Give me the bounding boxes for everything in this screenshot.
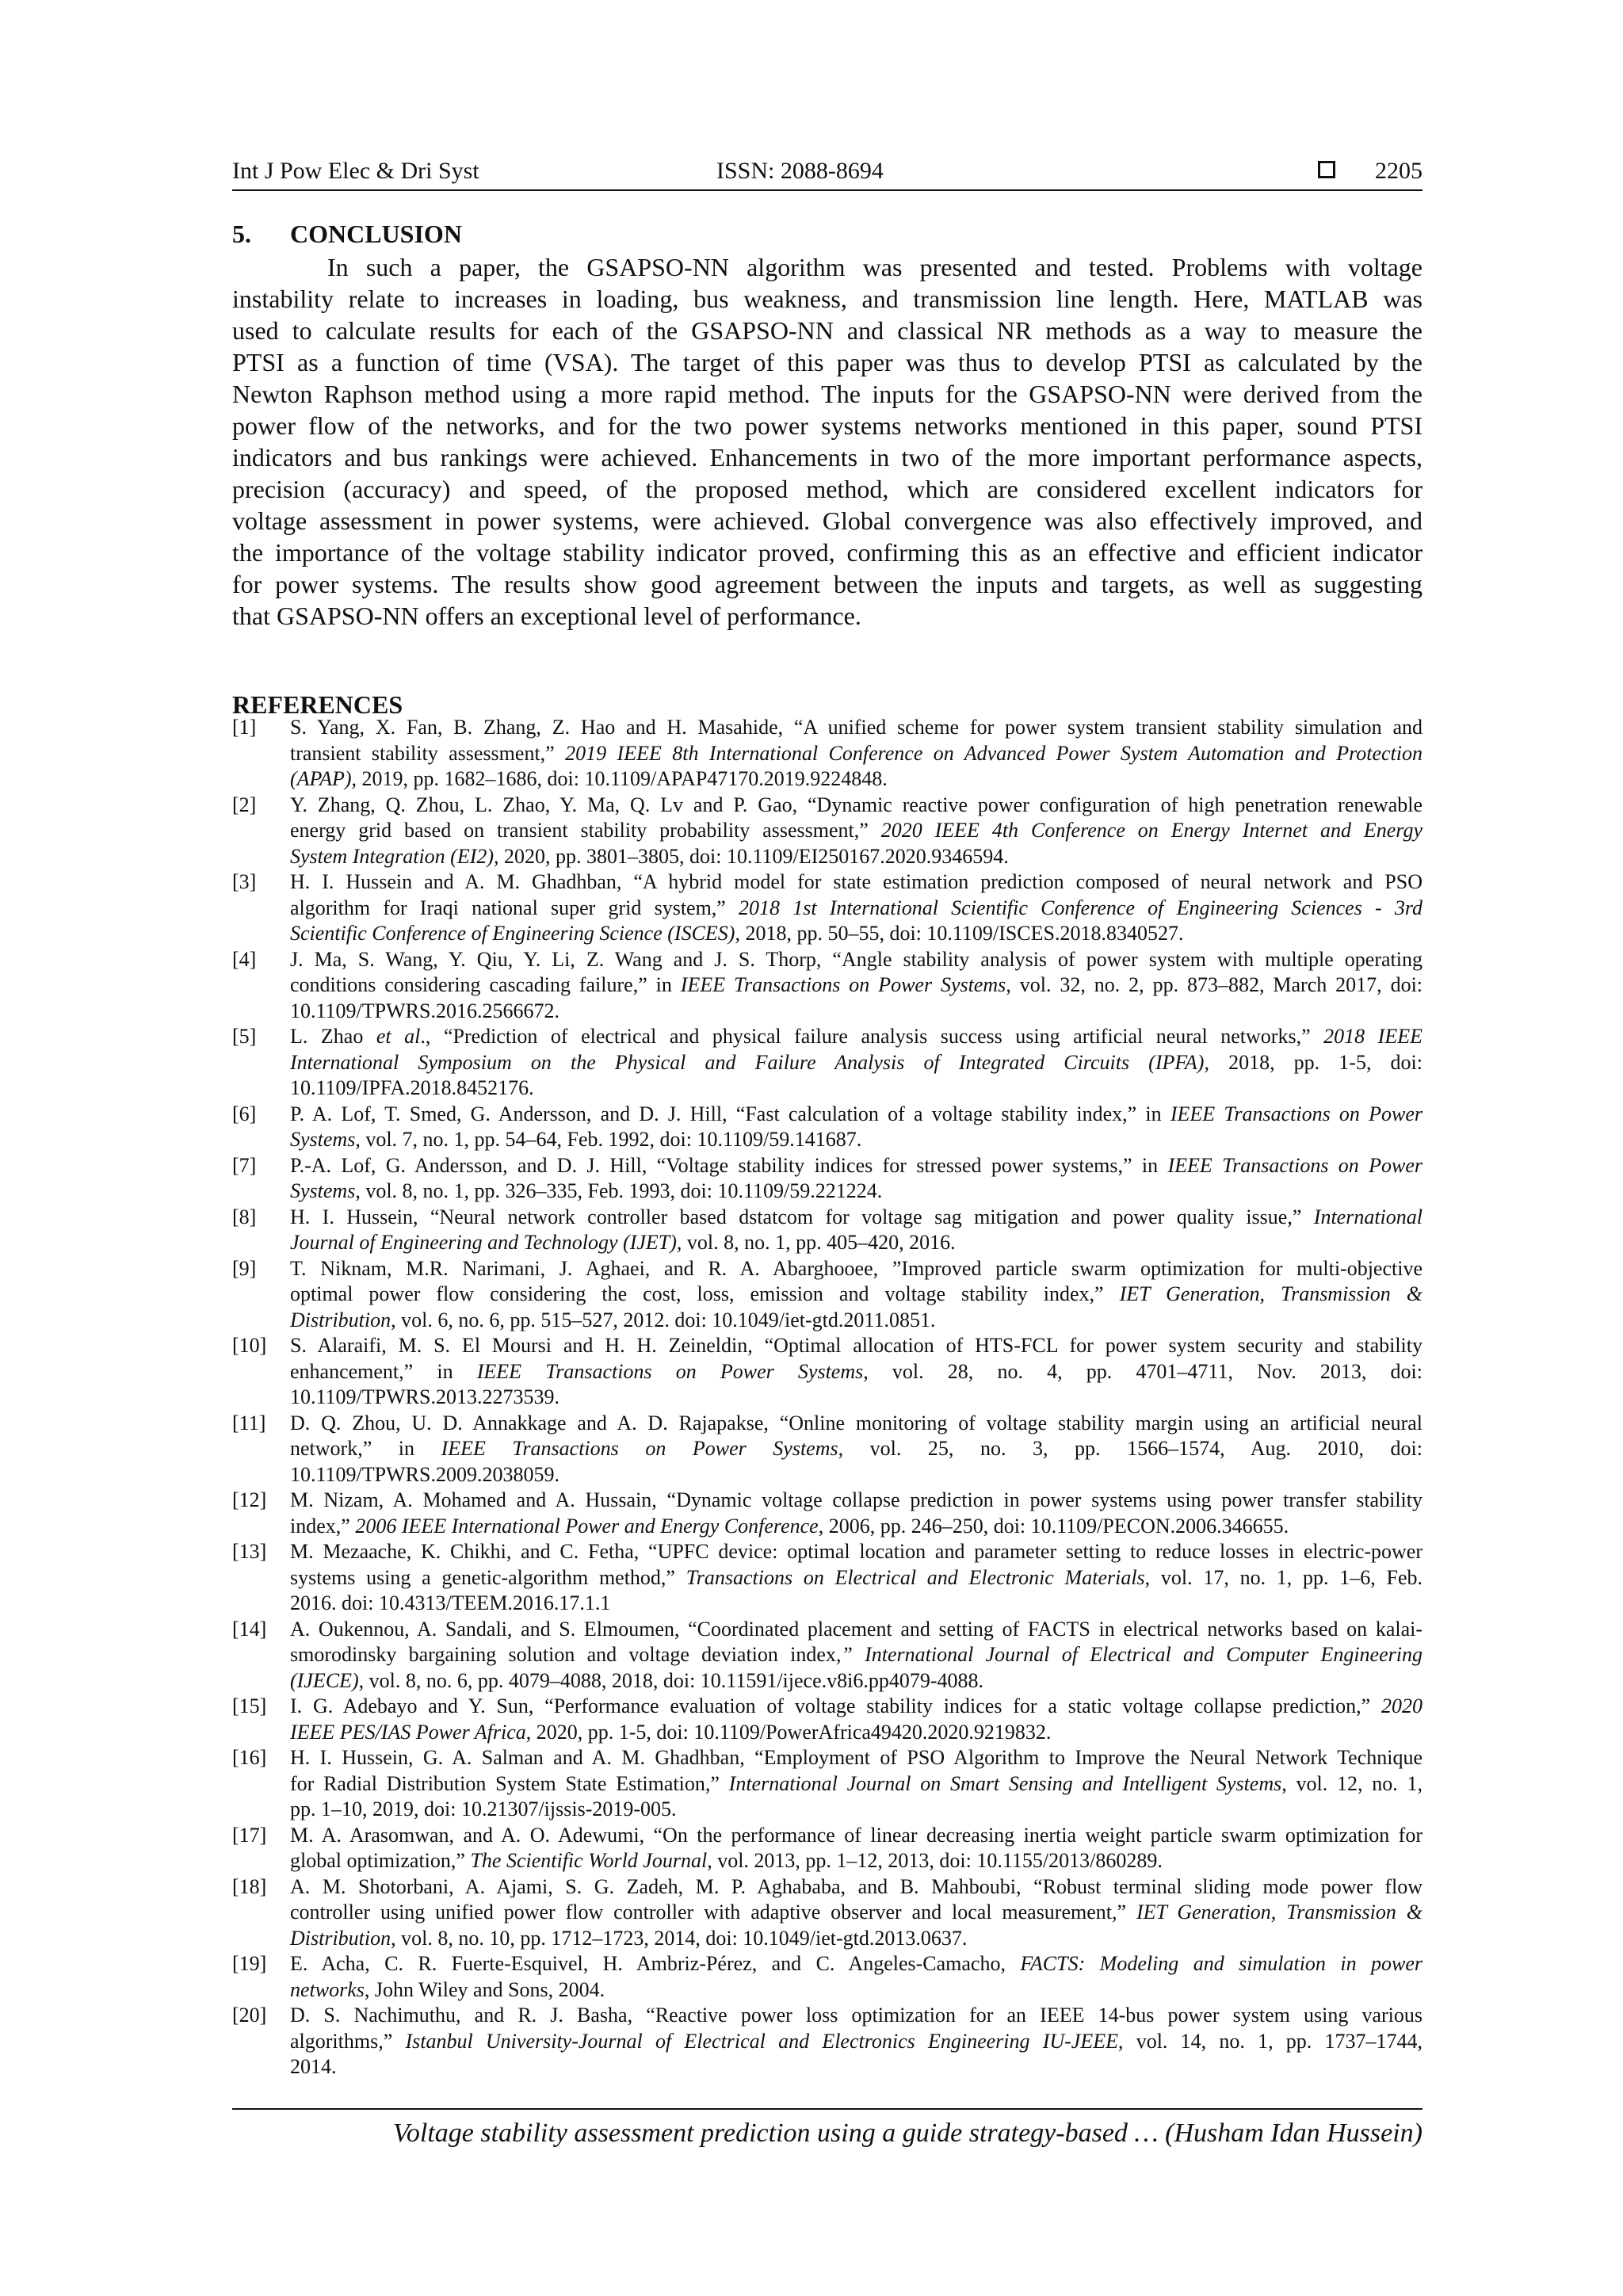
reference-line: 10.1109/IPFA.2018.8452176. [290,1076,534,1099]
conclusion-line: voltage assessment in power systems, were achieved. Global convergence was also effectively improved, and [232,506,1423,535]
section-heading [232,218,462,250]
reference-number: [1] [232,716,257,739]
reference-line: pp. 1–10, 2019, doi: 10.21307/ijssis-2019-005. [290,1797,677,1820]
reference-item [232,1694,1423,1745]
reference-line: M. Nizam, A. Mohamed and A. Hussain, “Dynamic voltage collapse prediction in power systems using power transfer stability [290,1488,1423,1511]
reference-line: S. Alaraifi, M. S. El Moursi and H. H. Zeineldin, “Optimal allocation of HTS-FCL for power system security and stability [290,1334,1423,1357]
reference-line: smorodinsky bargaining solution and voltage deviation index,” International Journal of Electrical and Computer Engineering [290,1643,1423,1666]
page-header [232,155,1423,190]
reference-item [232,869,1423,947]
reference-item [232,1256,1423,1334]
reference-line: System Integration (EI2), 2020, pp. 3801–3805, doi: 10.1109/EI250167.2020.9346594. [290,844,1009,868]
reference-line: J. Ma, S. Wang, Y. Qiu, Y. Li, Z. Wang and J. S. Thorp, “Angle stability analysis of power system with multiple operating [290,947,1423,971]
reference-line: Y. Zhang, Q. Zhou, L. Zhao, Y. Ma, Q. Lv and P. Gao, “Dynamic reactive power configuration of high penetration renewable [290,793,1423,816]
conclusion-line: Newton Raphson method using a more rapid method. The inputs for the GSAPSO-NN were derived from the [232,380,1423,408]
reference-number: [6] [232,1102,257,1125]
reference-line: (APAP), 2019, pp. 1682–1686, doi: 10.1109/APAP47170.2019.9224848. [290,767,888,790]
reference-item [232,1617,1423,1694]
reference-line: D. S. Nachimuthu, and R. J. Basha, “Reactive power loss optimization for an IEEE 14-bus power system using various [290,2004,1423,2027]
reference-item [232,1488,1423,1539]
reference-item [232,1024,1423,1102]
conclusion-line: used to calculate results for each of the GSAPSO-NN and classical NR methods as a way to measure the [232,316,1423,345]
reference-line: Systems, vol. 7, no. 1, pp. 54–64, Feb. 1992, doi: 10.1109/59.141687. [290,1128,862,1151]
reference-line: H. I. Hussein, “Neural network controller based dstatcom for voltage sag mitigation and power quality issue,” International [290,1205,1423,1228]
reference-line: A. Oukennou, A. Sandali, and S. Elmoumen, “Coordinated placement and setting of FACTS in electrical networks based on kalai- [290,1617,1423,1641]
conclusion-line: PTSI as a function of time (VSA). The target of this paper was thus to develop PTSI as calculated by the [232,348,1423,376]
reference-line: IEEE PES/IAS Power Africa, 2020, pp. 1-5, doi: 10.1109/PowerAfrica49420.2020.9219832. [290,1720,1052,1744]
reference-line: T. Niknam, M.R. Narimani, J. Aghaei, and R. A. Abarghooee, ”Improved particle swarm optimization for multi-objective [290,1256,1423,1280]
reference-line: L. Zhao et al., “Prediction of electrical and physical failure analysis success using artificial neural networks,” 2018 IEEE [290,1025,1423,1048]
reference-number: [8] [232,1205,257,1228]
running-footer: Voltage stability assessment prediction using a guide strategy-based … (Husham Idan Hussein) [392,2118,1423,2148]
reference-line: for Radial Distribution System State Estimation,” International Journal on Smart Sensing and Intelligent Systems, vol. 12, no. 1, [290,1771,1423,1795]
reference-line: E. Acha, C. R. Fuerte-Esquivel, H. Ambriz-Pérez, and C. Angeles-Camacho, FACTS: Modeling and simulation in power [290,1952,1423,1975]
reference-number: [12] [232,1488,267,1511]
reference-line: D. Q. Zhou, U. D. Annakkage and A. D. Rajapakse, “Online monitoring of voltage stability margin using an artificial neural [290,1411,1423,1435]
reference-line: P. A. Lof, T. Smed, G. Andersson, and D. J. Hill, “Fast calculation of a voltage stability index,” in IEEE Transactions on Power [290,1102,1423,1125]
conclusion-line: that GSAPSO-NN offers an exceptional level of performance. [232,602,861,630]
references-heading: REFERENCES [232,690,403,719]
reference-item [232,715,1423,793]
reference-line: Journal of Engineering and Technology (IJET), vol. 8, no. 1, pp. 405–420, 2016. [290,1231,956,1254]
reference-line: 10.1109/TPWRS.2016.2566672. [290,999,559,1022]
reference-line: systems using a genetic-algorithm method,” Transactions on Electrical and Electronic Materials, vol. 17, no. 1, pp. 1–6, Feb. [290,1565,1423,1589]
reference-number: [2] [232,793,257,816]
reference-line: network,” in IEEE Transactions on Power Systems, vol. 25, no. 3, pp. 1566–1574, Aug. 2010, doi: [290,1437,1423,1460]
journal-name: Int J Pow Elec & Dri Syst [232,158,479,184]
reference-number: [15] [232,1694,267,1717]
reference-item [232,1745,1423,1823]
reference-line: I. G. Adebayo and Y. Sun, “Performance evaluation of voltage stability indices for a static voltage collapse prediction,” 2020 [290,1694,1423,1717]
reference-line: algorithms,” Istanbul University-Journal of Electrical and Electronics Engineering IU-JEEE, vol. 14, no. 1, pp. 1737–1744, [290,2029,1423,2053]
reference-item [232,1411,1423,1488]
reference-number: [3] [232,870,257,893]
issn: ISSN: 2088-8694 [716,158,884,184]
reference-item [232,1205,1423,1256]
reference-line: A. M. Shotorbani, A. Ajami, S. G. Zadeh, M. P. Aghababa, and B. Mahboubi, “Robust terminal sliding mode power flow [290,1874,1423,1898]
reference-line: algorithm for Iraqi national super grid system,” 2018 1st International Scientific Conference of Engineering Sciences - 3rd [290,896,1423,919]
conclusion-line: the importance of the voltage stability indicator proved, confirming this as an effective and efficient indicator [232,538,1423,567]
reference-line: M. A. Arasomwan, and A. O. Adewumi, “On the performance of linear decreasing inertia weight particle swarm optimization for [290,1823,1423,1847]
reference-item [232,947,1423,1025]
section-title: CONCLUSION [290,220,462,248]
reference-item [232,793,1423,870]
reference-line: controller using unified power flow controller with adaptive observer and local measurement,” IET Generation, Transmission & [290,1901,1423,1924]
reference-item [232,1951,1423,2003]
reference-line: Systems, vol. 8, no. 1, pp. 326–335, Feb. 1993, doi: 10.1109/59.221224. [290,1179,883,1202]
conclusion-line: precision (accuracy) and speed, of the proposed method, which are considered excellent indicators for [232,475,1423,503]
reference-line: Distribution, vol. 8, no. 10, pp. 1712–1723, 2014, doi: 10.1049/iet-gtd.2013.0637. [290,1926,968,1950]
reference-number: [4] [232,947,257,971]
reference-line: networks, John Wiley and Sons, 2004. [290,1977,605,2001]
conclusion-paragraph [232,251,1423,632]
conclusion-line: for power systems. The results show good agreement between the inputs and targets, as well as suggesting [232,570,1423,598]
reference-line: H. I. Hussein and A. M. Ghadhban, “A hybrid model for state estimation prediction composed of neural network and PSO [290,870,1423,893]
reference-number: [18] [232,1874,267,1898]
references-list [232,715,1423,2080]
square-outline-icon [1318,161,1335,178]
reference-number: [13] [232,1540,267,1563]
conclusion-line: In such a paper, the GSAPSO-NN algorithm was presented and tested. Problems with voltage [327,253,1423,281]
reference-line: 2014. [290,2055,337,2078]
reference-line: P.-A. Lof, G. Andersson, and D. J. Hill, “Voltage stability indices for stressed power systems,” in IEEE Transactions on Power [290,1153,1423,1177]
reference-item [232,1333,1423,1411]
section-number: 5. [232,220,251,248]
reference-line: H. I. Hussein, G. A. Salman and A. M. Ghadhban, “Employment of PSO Algorithm to Improve the Neural Network Technique [290,1746,1423,1769]
reference-line: International Symposium on the Physical and Failure Analysis of Integrated Circuits (IPFA), 2018, pp. 1-5, doi: [290,1050,1423,1074]
conclusion-line: power flow of the networks, and for the two power systems networks mentioned in this paper, sound PTSI [232,411,1423,440]
reference-line: transient stability assessment,” 2019 IEEE 8th International Conference on Advanced Power System Automation and Protection [290,741,1423,765]
reference-number: [16] [232,1746,267,1769]
reference-item [232,1823,1423,1874]
reference-number: [20] [232,2004,267,2027]
reference-item [232,1153,1423,1205]
reference-number: [17] [232,1823,267,1847]
reference-item [232,1874,1423,1952]
reference-line: 10.1109/TPWRS.2013.2273539. [290,1385,559,1408]
header-rule [232,189,1423,191]
reference-number: [11] [232,1411,266,1435]
conclusion-line: instability relate to increases in loading, bus weakness, and transmission line length. Here, MATLAB was [232,285,1423,313]
reference-line: (IJECE), vol. 8, no. 6, pp. 4079–4088, 2018, doi: 10.11591/ijece.v8i6.pp4079-4088. [290,1668,984,1692]
footer-rule [232,2108,1423,2110]
reference-number: [19] [232,1952,267,1975]
reference-line: global optimization,” The Scientific World Journal, vol. 2013, pp. 1–12, 2013, doi: 10.1155/2013/860289. [290,1849,1163,1872]
reference-number: [10] [232,1334,267,1357]
reference-line: enhancement,” in IEEE Transactions on Power Systems, vol. 28, no. 4, pp. 4701–4711, Nov. 2013, doi: [290,1359,1423,1383]
reference-line: S. Yang, X. Fan, B. Zhang, Z. Hao and H. Masahide, “A unified scheme for power system transient stability simulation and [290,716,1423,739]
reference-item [232,1102,1423,1153]
conclusion-line: indicators and bus rankings were achieved. Enhancements in two of the more important performance aspects, [232,443,1423,472]
reference-line: 10.1109/TPWRS.2009.2038059. [290,1462,559,1486]
reference-line: index,” 2006 IEEE International Power and Energy Conference, 2006, pp. 246–250, doi: 10.1109/PECON.2006.346655. [290,1514,1289,1538]
page-number: 2205 [1375,158,1423,184]
reference-item [232,2003,1423,2080]
reference-number: [14] [232,1617,267,1641]
reference-line: energy grid based on transient stability probability assessment,” 2020 IEEE 4th Conference on Energy Internet and Energy [290,819,1423,842]
reference-number: [9] [232,1256,257,1280]
reference-line: 2016. doi: 10.4313/TEEM.2016.17.1.1 [290,1591,611,1614]
reference-line: conditions considering cascading failure,” in IEEE Transactions on Power Systems, vol. 32, no. 2, pp. 873–882, March 2017, doi: [290,973,1423,996]
reference-line: optimal power flow considering the cost, loss, emission and voltage stability index,” IET Generation, Transmission & [290,1282,1423,1305]
reference-line: M. Mezaache, K. Chikhi, and C. Fetha, “UPFC device: optimal location and parameter setting to reduce losses in electric-power [290,1540,1423,1563]
reference-number: [5] [232,1025,257,1048]
reference-line: Scientific Conference of Engineering Science (ISCES), 2018, pp. 50–55, doi: 10.1109/ISCES.2018.8340527. [290,922,1184,945]
reference-item [232,1539,1423,1617]
reference-number: [7] [232,1153,257,1177]
reference-line: Distribution, vol. 6, no. 6, pp. 515–527, 2012. doi: 10.1049/iet-gtd.2011.0851. [290,1308,936,1331]
